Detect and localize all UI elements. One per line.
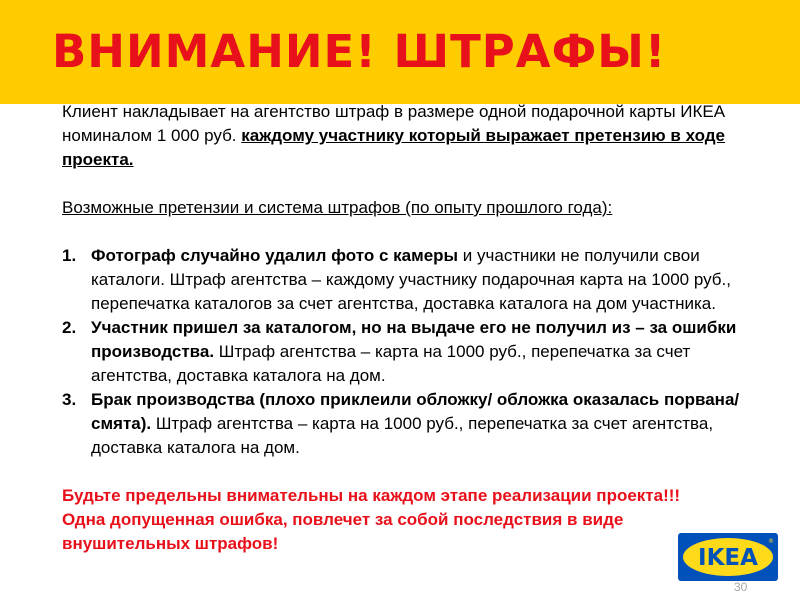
spacer — [62, 460, 742, 484]
registered-mark-icon: ® — [768, 538, 774, 545]
penalty-number: 1. — [62, 246, 77, 265]
claims-heading: Возможные претензии и система штрафов (по опыту прошлого года): — [62, 198, 613, 217]
penalty-title: Участник пришел за каталогом, но на выдаче его не получил из – за ошибки производства. — [91, 318, 737, 361]
slide-body — [62, 100, 742, 556]
ikea-logo — [678, 533, 778, 581]
penalty-item — [62, 244, 742, 316]
intro-text: Клиент накладывает на агентство штраф в размере одной подарочной карты ИКЕА номиналом 1 000 руб. — [62, 102, 726, 145]
penalty-item — [62, 388, 742, 460]
warning-text: Будьте предельны внимательны на каждом этапе реализации проекта!!! Одна допущенная ошибка, повлечет за собой последствия в виде внушительных штрафов! — [62, 486, 681, 553]
penalty-item — [62, 316, 742, 388]
logo-wordmark: IKEA — [698, 545, 758, 571]
intro-paragraph — [62, 100, 742, 172]
penalty-text: Штраф агентства – карта на 1000 руб., перепечатка за счет агентства, доставка каталога на дом. — [91, 342, 691, 385]
penalty-title: Брак производства (плохо приклеили обложку/ обложка оказалась порвана/смята). — [91, 390, 740, 433]
slide-title: ВНИМАНИЕ! ШТРАФЫ! — [52, 25, 667, 78]
penalty-title: Фотограф случайно удалил фото с камеры — [91, 246, 459, 265]
spacer — [62, 220, 742, 244]
penalty-text: и участники не получили свои каталоги. Штраф агентства – каждому участнику подарочная карта на 1000 руб., перепечатка каталогов за счет агентства, доставка каталога на дом участника. — [91, 246, 731, 313]
penalty-list — [62, 244, 742, 460]
spacer — [62, 172, 742, 196]
penalty-text: Штраф агентства – карта на 1000 руб., перепечатка за счет агентства, доставка каталога на дом. — [91, 414, 714, 457]
penalty-number: 2. — [62, 318, 77, 337]
penalty-number: 3. — [62, 390, 77, 409]
intro-emphasis: каждому участнику который выражает претензию в ходе проекта. — [62, 126, 726, 169]
page-number: 30 — [734, 580, 748, 594]
